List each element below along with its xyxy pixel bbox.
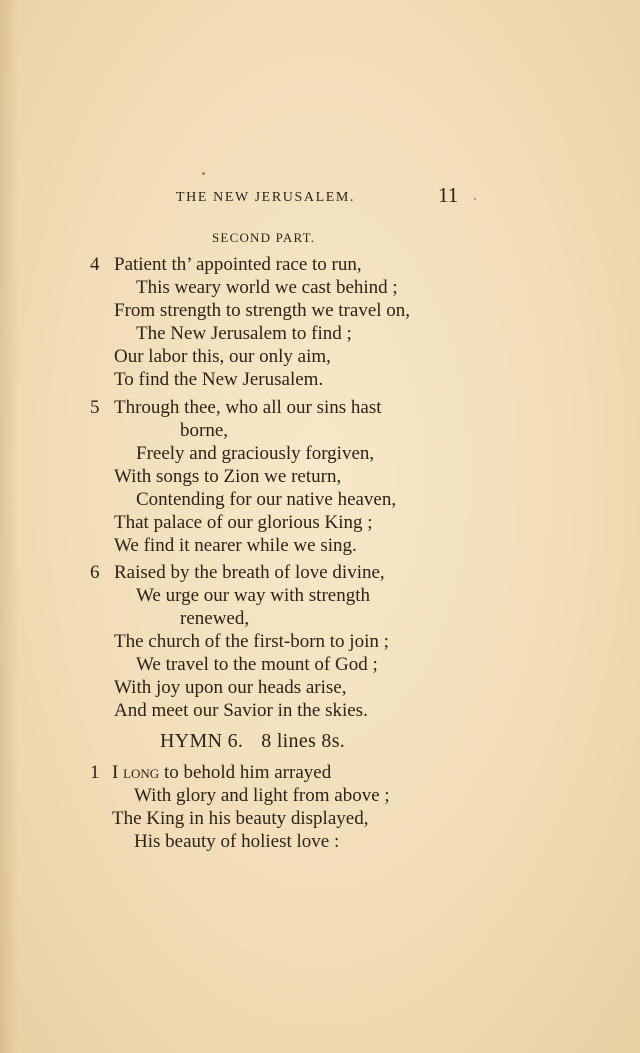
hymn-meter: 8 lines 8s. (261, 730, 346, 752)
stanza-number: 6 (90, 562, 100, 583)
verse-line: With songs to Zion we return, (114, 466, 342, 487)
verse-line: And meet our Savior in the skies. (114, 700, 368, 721)
verse-line: With glory and light from above ; (134, 785, 390, 806)
stanza-number: 5 (90, 397, 100, 418)
stanza-number: 1 (90, 762, 100, 783)
verse-line: The New Jerusalem to find ; (136, 323, 352, 344)
verse-line: Raised by the breath of love divine, (114, 562, 385, 583)
section-title: SECOND PART. (212, 230, 316, 245)
verse-line: The church of the first-born to join ; (114, 631, 389, 652)
verse-line: Through thee, who all our sins hast (114, 397, 382, 418)
verse-line: That palace of our glorious King ; (114, 512, 373, 533)
page-number: 11 (438, 183, 459, 207)
verse-line: Our labor this, our only aim, (114, 346, 331, 367)
verse-line: His beauty of holiest love : (134, 831, 340, 852)
verse-line: We urge our way with strength (136, 585, 370, 606)
hymn-title: HYMN 6. (160, 730, 244, 752)
verse-line: Freely and graciously forgiven, (136, 443, 375, 464)
hymn-heading (160, 730, 345, 753)
verse-line-rest: to behold him arrayed (159, 762, 332, 783)
running-title: THE NEW JERUSALEM. (176, 190, 356, 205)
verse-line: renewed, (180, 608, 250, 629)
small-caps-opening: I long (112, 762, 160, 783)
ink-speck (202, 172, 205, 175)
running-head (0, 183, 640, 210)
verse-line: To find the New Jerusalem. (114, 369, 324, 390)
verse-line: Patient th’ appointed race to run, (114, 254, 362, 275)
verse-line: We travel to the mount of God ; (136, 654, 378, 675)
verse-line: Contending for our native heaven, (136, 489, 397, 510)
verse-line: This weary world we cast behind ; (136, 277, 398, 298)
verse-line: From strength to strength we travel on, (114, 300, 411, 321)
verse-line: With joy upon our heads arise, (114, 677, 347, 698)
stanza-number: 4 (90, 254, 100, 275)
verse-line: borne, (180, 420, 229, 441)
verse-line: We find it nearer while we sing. (114, 535, 357, 556)
verse-line (112, 761, 331, 784)
verse-line: The King in his beauty displayed, (112, 808, 369, 829)
